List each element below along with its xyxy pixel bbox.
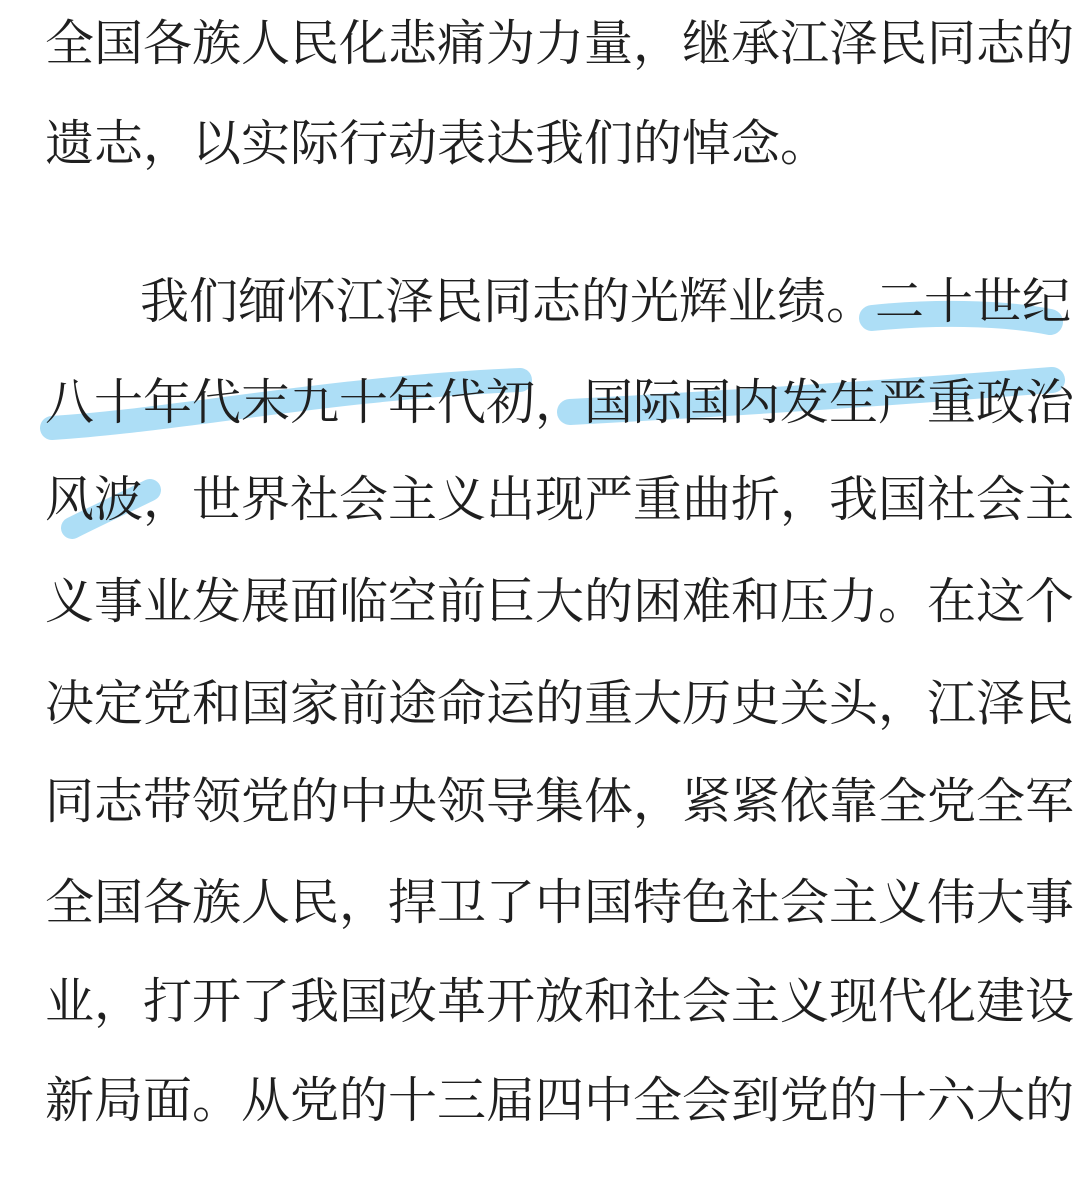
paragraph-line: 同志带领党的中央领导集体，紧紧依靠全党全军: [45, 773, 1075, 830]
paragraph-line: 业，打开了我国改革开放和社会主义现代化建设: [45, 973, 1075, 1030]
paragraph-line: 新局面。从党的十三届四中全会到党的十六大的: [45, 1072, 1075, 1129]
paragraph-line: 遗志，以实际行动表达我们的悼念。: [45, 115, 830, 172]
paragraph-line: 八十年代末九十年代初，国际国内发生严重政治: [45, 374, 1075, 431]
paragraph-line: 我们缅怀江泽民同志的光辉业绩。二十世纪: [140, 273, 1072, 330]
paragraph-line: 风波，世界社会主义出现严重曲折，我国社会主: [45, 471, 1075, 528]
paragraph-line: 全国各族人民，捍卫了中国特色社会主义伟大事: [45, 874, 1075, 931]
paragraph-line: 义事业发展面临空前巨大的困难和压力。在这个: [45, 573, 1075, 630]
paragraph-line: 全国各族人民化悲痛为力量，继承江泽民同志的: [45, 15, 1075, 72]
paragraph-line: 决定党和国家前途命运的重大历史关头，江泽民: [45, 675, 1075, 732]
